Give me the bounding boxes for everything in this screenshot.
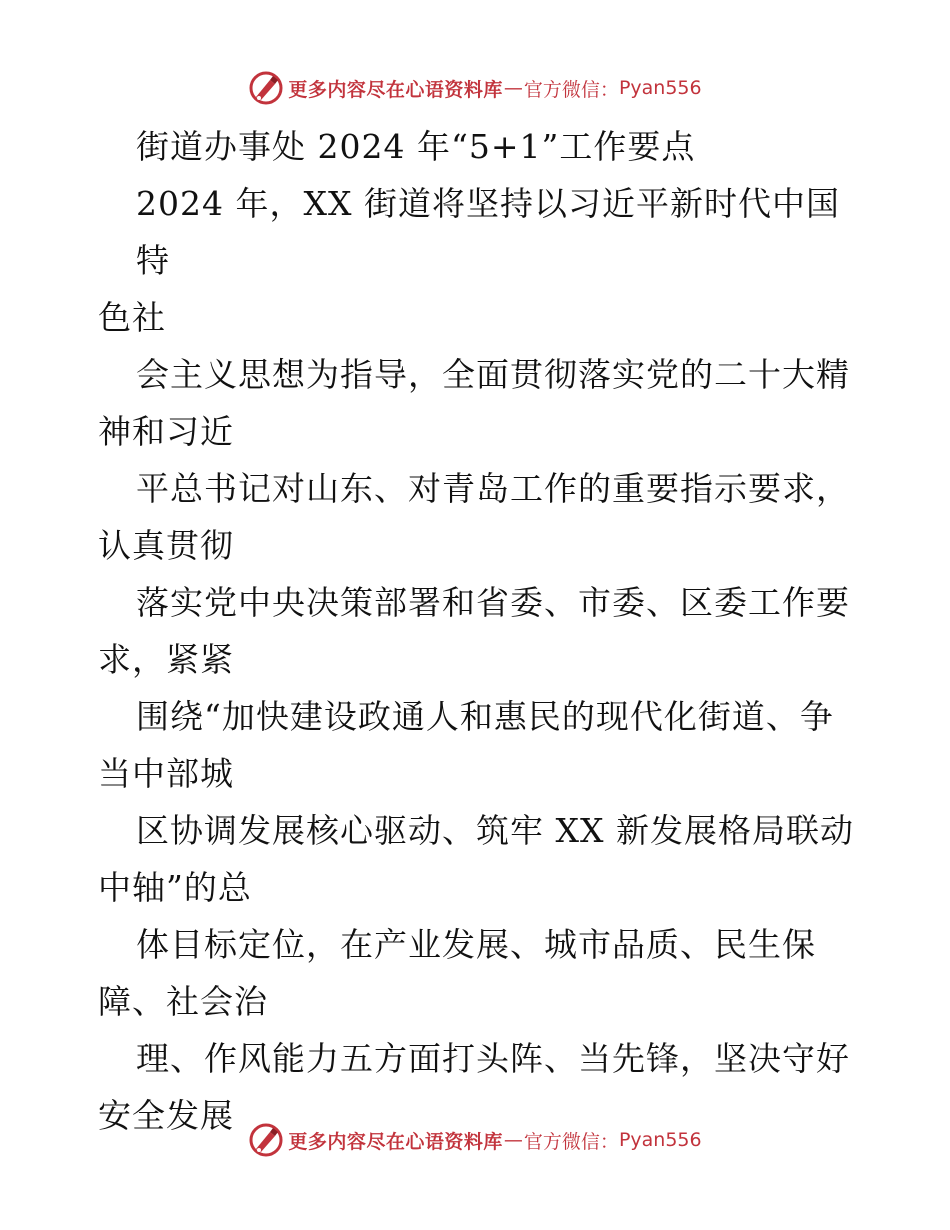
header-watermark (0, 68, 950, 108)
text-line: 体目标定位，在产业发展、城市品质、民生保 (136, 925, 816, 964)
document-title: 街道办事处 2024 年“5+1”工作要点 (136, 127, 696, 166)
watermark-main-text: 更多内容尽在心语资料库 (288, 1130, 503, 1153)
pen-logo-icon (248, 70, 284, 106)
text-line: 当中部城 (98, 754, 234, 793)
watermark-dash: — (503, 1129, 523, 1151)
text-line: 色社 (98, 298, 166, 337)
text-line: 认真贯彻 (98, 526, 234, 565)
text-line: 安全发展 (98, 1096, 234, 1135)
pen-logo-icon (248, 1122, 284, 1158)
text-line: 求，紧紧 (98, 640, 234, 679)
text-line: 落实党中央决策部署和省委、市委、区委工作要 (136, 583, 850, 622)
text-line: 区协调发展核心驱动、筑牢 XX 新发展格局联动 (136, 811, 854, 850)
text-line: 2024 年，XX 街道将坚持以习近平新时代中国特 (136, 184, 840, 280)
watermark-official-label: 官方微信： (523, 78, 619, 101)
text-line: 平总书记对山东、对青岛工作的重要指示要求， (136, 469, 850, 508)
text-line: 理、作风能力五方面打头阵、当先锋，坚决守好 (136, 1039, 850, 1078)
text-line: 围绕“加快建设政通人和惠民的现代化街道、争 (136, 697, 834, 736)
watermark-wechat-id: Pyan556 (618, 1129, 702, 1151)
text-line: 障、社会治 (98, 982, 268, 1021)
watermark-official-label: 官方微信： (523, 1130, 619, 1153)
text-line: 神和习近 (98, 412, 234, 451)
watermark-main-text: 更多内容尽在心语资料库 (288, 78, 503, 101)
text-line: 会主义思想为指导，全面贯彻落实党的二十大精 (136, 355, 850, 394)
document-body (98, 118, 858, 1144)
text-line: 中轴”的总 (98, 868, 252, 907)
watermark-wechat-id: Pyan556 (618, 77, 702, 99)
watermark-dash: — (503, 77, 523, 99)
footer-watermark (0, 1120, 950, 1160)
